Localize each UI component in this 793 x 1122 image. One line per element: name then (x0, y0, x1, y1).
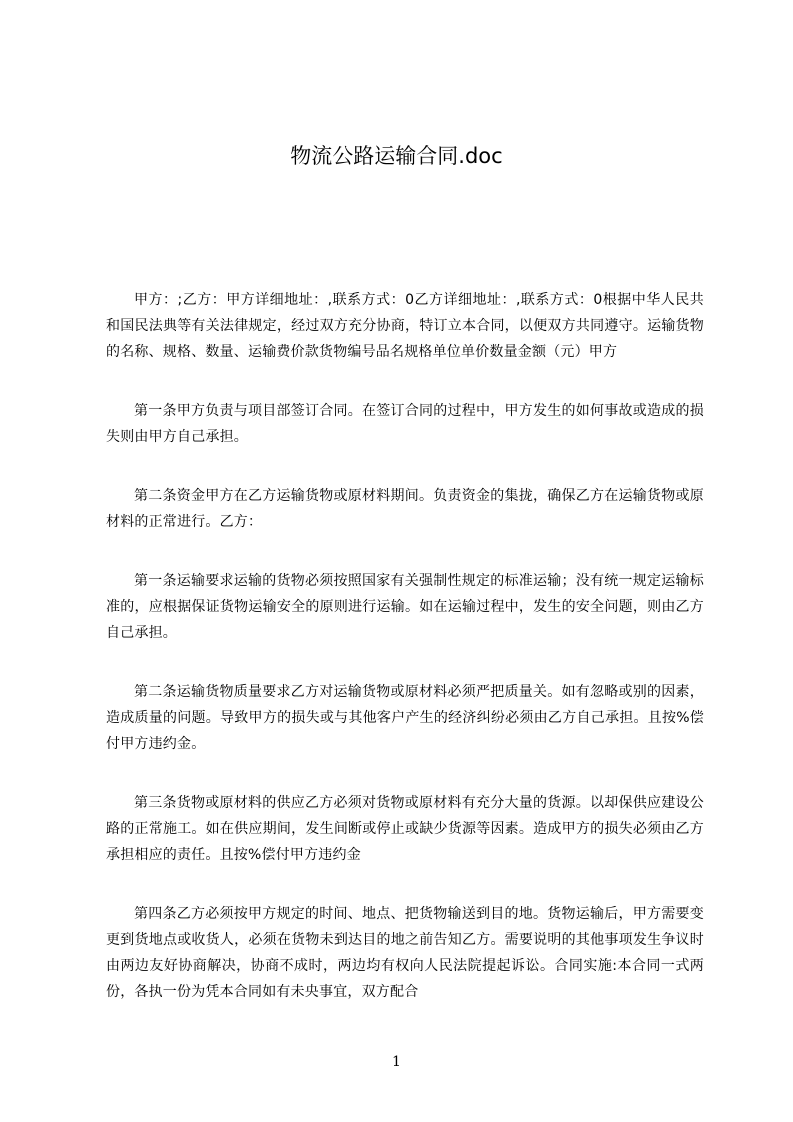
paragraph-party-b-article-2: 第二条运输货物质量要求乙方对运输货物或原材料必须严把质量关。如有忽略或别的因素，造成质量的问题。导致甲方的损失或与其他客户产生的经济纠纷必须由乙方自己承担。且按%偿付甲方违约金。 (106, 684, 704, 752)
paragraph-party-b-article-1: 第一条运输要求运输的货物必须按照国家有关强制性规定的标准运输；没有统一规定运输标准的，应根据保证货物运输安全的原则进行运输。如在运输过程中，发生的安全问题，则由乙方自己承担。 (106, 573, 704, 641)
paragraph-party-b-article-3: 第三条货物或原材料的供应乙方必须对货物或原材料有充分大量的货源。以却保供应建设公路的正常施工。如在供应期间，发生间断或停止或缺少货源等因素。造成甲方的损失必须由乙方承担相应的责任。且按%偿付甲方违约金 (106, 795, 704, 863)
document-body (106, 287, 704, 1038)
document-title: 物流公路运输合同.doc (290, 144, 503, 168)
paragraph-party-a-article-1: 第一条甲方负责与项目部签订合同。在签订合同的过程中，甲方发生的如何事故或造成的损失则由甲方自己承担。 (106, 403, 704, 445)
paragraph-parties: 甲方：;乙方：甲方详细地址：,联系方式：0乙方详细地址：,联系方式：0根据中华人民共和国民法典等有关法律规定，经过双方充分协商，特订立本合同，以便双方共同遵守。运输货物的名称、规格、数量、运输费价款货物编号品名规格单位单价数量金额（元）甲方 (106, 292, 704, 360)
page-number: 1 (392, 1054, 401, 1070)
paragraph-party-b-article-4: 第四条乙方必须按甲方规定的时间、地点、把货物输送到目的地。货物运输后，甲方需要变更到货地点或收货人，必须在货物未到达目的地之前告知乙方。需要说明的其他事项发生争议时由两边友好协商解决，协商不成时，两边均有权向人民法院提起诉讼。合同实施:本合同一式两份，各执一份为凭本合同如有未央事宜，双方配合 (106, 906, 704, 1000)
paragraph-party-a-article-2: 第二条资金甲方在乙方运输货物或原材料期间。负责资金的集拢，确保乙方在运输货物或原材料的正常进行。乙方： (106, 488, 704, 530)
